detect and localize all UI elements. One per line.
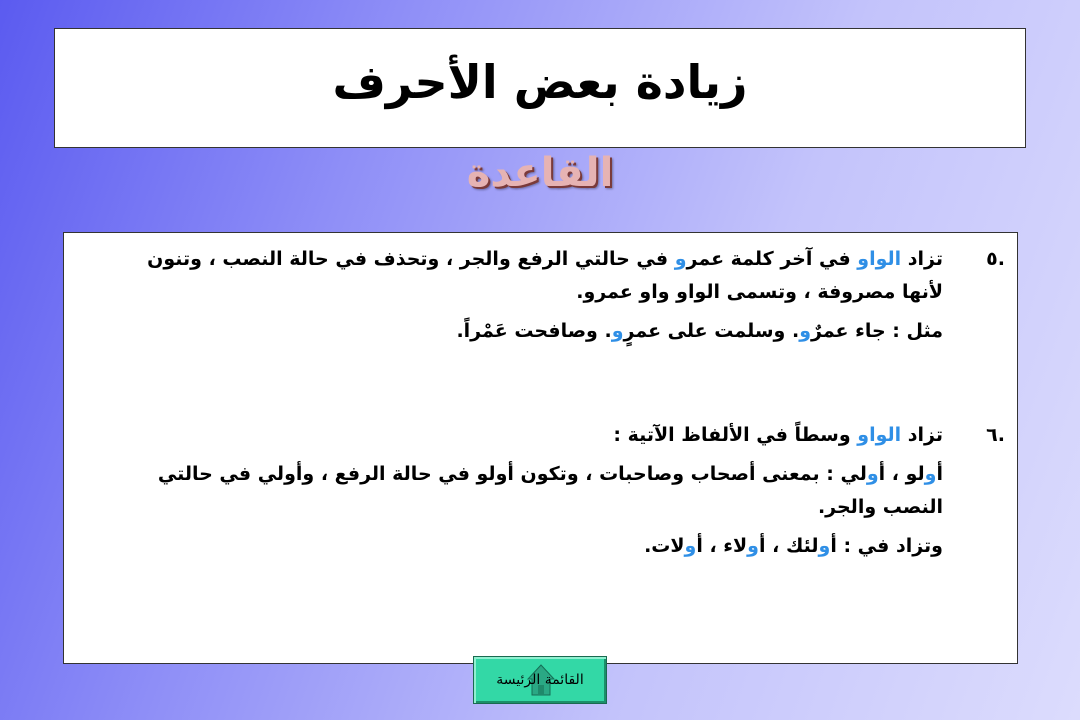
highlight: الواو	[857, 424, 902, 446]
highlight: و	[866, 463, 879, 485]
rule-6	[124, 419, 1005, 569]
highlight: و	[818, 535, 831, 557]
rule-text: تزاد الواو في آخر كلمة عمرو في حالتي الرفع والجر ، وتحذف في حالة النصب ، وتنون لأنها مصروفة ، وتسمى الواو واو عمرو.	[147, 248, 943, 303]
section-subtitle: القاعدة	[466, 150, 614, 196]
home-button[interactable]	[473, 656, 607, 704]
title-box	[54, 28, 1026, 148]
highlight: و	[799, 320, 811, 342]
rule-number: .٦	[986, 424, 1005, 446]
rule-text: تزاد الواو وسطاً في الألفاظ الآتية :	[613, 424, 943, 446]
content-box	[63, 232, 1018, 664]
rule-body	[124, 243, 943, 348]
highlight: و	[747, 535, 759, 557]
rule-explanation: أولو ، أولي : بمعنى أصحاب وصاحبات ، وتكون أولو في حالة الرفع ، وأولي في حالتي النصب والجر.	[157, 463, 943, 518]
rule-number: .٥	[986, 248, 1005, 270]
highlight: و	[674, 248, 687, 270]
rule-5	[124, 243, 1005, 354]
highlight: و	[684, 535, 697, 557]
highlight: و	[924, 463, 937, 485]
rule-example: مثل : جاء عمرٌو. وسلمت على عمرٍو. وصافحت عَمْراً.	[456, 320, 943, 342]
home-button-label: القائمة الرئيسة	[496, 672, 584, 688]
page-title: زيادة بعض الأحرف	[332, 55, 748, 109]
rule-example: وتزاد في : أولئك ، أولاء ، أولات.	[644, 535, 943, 557]
highlight: و	[611, 320, 624, 342]
highlight: الواو	[857, 248, 902, 270]
rule-body	[124, 419, 943, 563]
